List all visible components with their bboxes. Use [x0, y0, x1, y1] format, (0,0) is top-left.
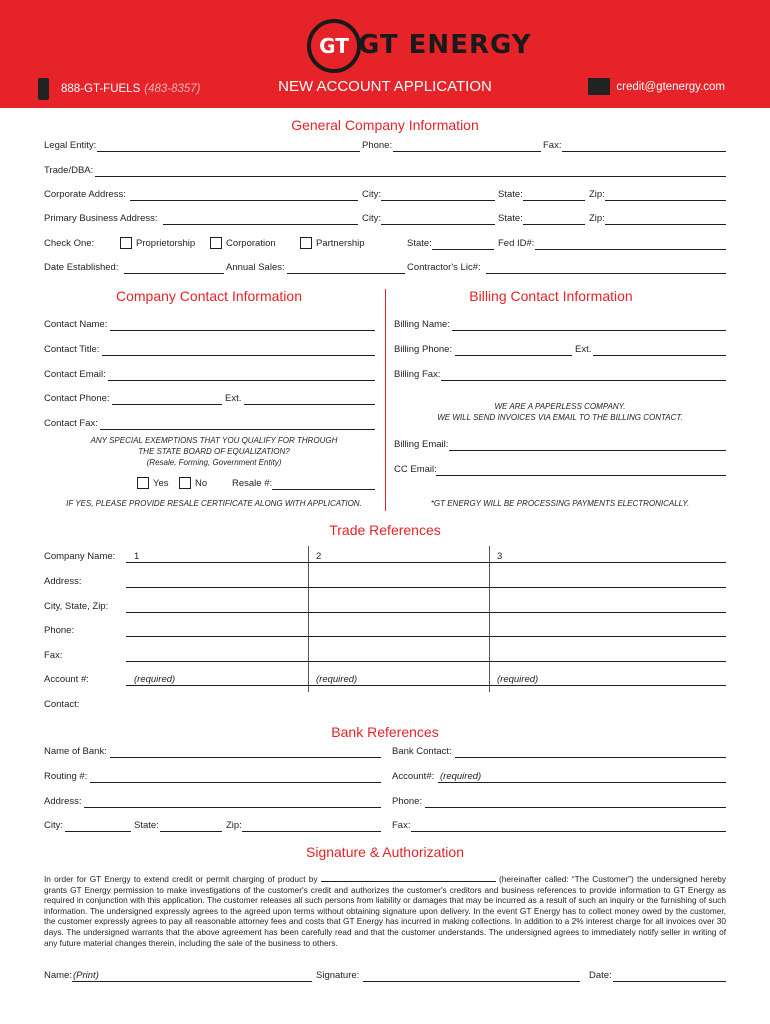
bank-address-field[interactable] [84, 807, 381, 808]
fax-label: Fax: [543, 140, 562, 151]
contact-phone-field[interactable] [112, 404, 222, 405]
header-email[interactable] [588, 78, 725, 95]
contact-fax-label: Contact Fax: [44, 418, 98, 429]
contact-divider [385, 289, 386, 511]
bank-fax-label: Fax: [392, 820, 411, 831]
trade-city-field[interactable] [126, 612, 726, 613]
contractor-lic-label: Contractor's Lic#: [407, 262, 481, 273]
billing-email-field[interactable] [449, 450, 726, 451]
authorization-paragraph: In order for GT Energy to extend credit or permit charging of product by (hereinafter called: “The Customer”) the undersigned hereby grants GT Energy permission to make investigations of the customer's credit and authorizes the customer's creditors and business references to provide information to GT Energy as required in conjunction with this application. The customer releases all such persons from liability or damages that may be incurred as a result of such an inquiry or the furnishing of such information. The undersigned expressly agrees to the agreed upon terms without obtaining signature upon delivery. In the event GT Energy has to collect money owed by the customer, the customer expressly agrees to pay all reasonable attorney fees and costs that GT Energy has incurred in making collections. In addition to a 2% interest charge for all invoices over 30 days. The undersigned warrants that the above agreement has been carefully read and that the customer understands. The undersigned agrees to immediately notify seller in writing of any future material changes therein, including the sale of the business to others. [44, 874, 726, 948]
header-banner [0, 0, 770, 108]
contact-title-field[interactable] [102, 355, 375, 356]
primary-zip-label: Zip: [589, 213, 605, 224]
billing-fax-label: Billing Fax: [394, 369, 441, 380]
section-title-company-contact: Company Contact Information [116, 288, 302, 304]
contact-email-field[interactable] [108, 380, 375, 381]
corp-address-label: Corporate Address: [44, 189, 126, 200]
trade-address-field[interactable] [126, 587, 726, 588]
sign-name-label: Name: [44, 970, 72, 981]
check-one-label: Check One: [44, 238, 95, 249]
contact-ext-label: Ext. [225, 393, 242, 404]
contact-title-label: Contact Title: [44, 344, 100, 355]
fed-id-field[interactable] [535, 249, 726, 250]
date-established-label: Date Established: [44, 262, 119, 273]
signature-label: Signature: [316, 970, 360, 981]
trade-col-2: 2 [316, 551, 322, 562]
primary-address-field[interactable] [163, 224, 358, 225]
partnership-checkbox[interactable] [300, 237, 312, 249]
trade-dba-field[interactable] [95, 176, 726, 177]
signature-field[interactable] [363, 981, 580, 982]
section-title-general: General Company Information [291, 117, 479, 133]
trade-phone-label: Phone: [44, 625, 75, 636]
bank-account-required: (required) [440, 771, 482, 782]
sign-date-field[interactable] [613, 981, 726, 982]
billing-email-label: Billing Email: [394, 439, 449, 450]
fed-state-label: State: [407, 238, 432, 249]
bank-zip-label: Zip: [226, 820, 242, 831]
trade-required-3: (required) [497, 674, 539, 685]
yes-checkbox[interactable] [137, 477, 149, 489]
exemptions-note: ANY SPECIAL EXEMPTIONS THAT YOU QUALIFY FOR THROUGH THE STATE BOARD OF EQUALIZATION? (Resale, Forming, Government Entity) [90, 436, 338, 467]
bank-name-field[interactable] [110, 757, 381, 758]
routing-field[interactable] [90, 782, 381, 783]
yes-label: Yes [153, 478, 169, 489]
bank-contact-field[interactable] [455, 757, 726, 758]
sign-date-label: Date: [589, 970, 612, 981]
trade-col-3: 3 [497, 551, 503, 562]
corporation-checkbox[interactable] [210, 237, 222, 249]
date-established-field[interactable] [124, 273, 224, 274]
billing-ext-field[interactable] [593, 355, 726, 356]
trade-account-label: Account #: [44, 674, 89, 685]
corporation-label: Corporation [226, 238, 276, 249]
brand-name: GT ENERGY [358, 30, 532, 60]
bank-fax-field[interactable] [411, 831, 726, 832]
trade-col-1: 1 [134, 551, 140, 562]
bank-name-label: Name of Bank: [44, 746, 107, 757]
bank-account-field[interactable] [438, 782, 726, 783]
bank-contact-label: Bank Contact: [392, 746, 452, 757]
no-checkbox[interactable] [179, 477, 191, 489]
primary-state-field[interactable] [523, 224, 585, 225]
trade-divider-1 [308, 546, 309, 692]
billing-name-label: Billing Name: [394, 319, 450, 330]
bank-state-label: State: [134, 820, 159, 831]
cc-email-label: CC Email: [394, 464, 437, 475]
corp-city-label: City: [362, 189, 381, 200]
legal-entity-field[interactable] [97, 151, 360, 152]
customer-name-field[interactable] [321, 874, 496, 882]
contact-email-label: Contact Email: [44, 369, 106, 380]
trade-company-field[interactable] [126, 562, 726, 563]
payment-note: *GT ENERGY WILL BE PROCESSING PAYMENTS ELECTRONICALLY. [430, 499, 690, 508]
resale-label: Resale #: [232, 478, 273, 489]
section-title-trade: Trade References [329, 522, 441, 538]
proprietorship-checkbox[interactable] [120, 237, 132, 249]
corp-zip-field[interactable] [605, 200, 726, 201]
fed-id-label: Fed ID#: [498, 238, 535, 249]
contact-name-field[interactable] [110, 330, 375, 331]
corp-state-label: State: [498, 189, 523, 200]
bank-phone-field[interactable] [425, 807, 726, 808]
form-title: NEW ACCOUNT APPLICATION [278, 78, 492, 95]
trade-required-2: (required) [316, 674, 358, 685]
trade-city-label: City, State, Zip: [44, 601, 109, 612]
trade-address-label: Address: [44, 576, 82, 587]
primary-address-label: Primary Business Address: [44, 213, 158, 224]
billing-phone-field[interactable] [455, 355, 572, 356]
fax-field[interactable] [562, 151, 726, 152]
cc-email-field[interactable] [436, 475, 726, 476]
trade-divider-2 [489, 546, 490, 692]
trade-dba-label: Trade/DBA: [44, 165, 94, 176]
resale-note: IF YES, PLEASE PROVIDE RESALE CERTIFICATE ALONG WITH APPLICATION. [66, 499, 362, 508]
phone-number: 888-GT-FUELS [61, 83, 141, 95]
billing-name-field[interactable] [452, 330, 726, 331]
envelope-icon [588, 78, 610, 95]
trade-phone-field[interactable] [126, 636, 726, 637]
trade-account-field[interactable] [126, 685, 726, 686]
routing-label: Routing #: [44, 771, 88, 782]
annual-sales-field[interactable] [287, 273, 405, 274]
bank-city-label: City: [44, 820, 63, 831]
corp-zip-label: Zip: [589, 189, 605, 200]
legal-entity-label: Legal Entity: [44, 140, 97, 151]
section-title-signature: Signature & Authorization [306, 844, 464, 860]
phone-field[interactable] [393, 151, 541, 152]
contractor-lic-field[interactable] [486, 273, 726, 274]
paperless-note: WE ARE A PAPERLESS COMPANY. WE WILL SEND INVOICES VIA EMAIL TO THE BILLING CONTACT. [437, 402, 683, 422]
primary-city-label: City: [362, 213, 381, 224]
bank-state-field[interactable] [160, 831, 222, 832]
bank-account-label: Account#: [392, 771, 435, 782]
email-address: credit@gtenergy.com [616, 80, 725, 93]
proprietorship-label: Proprietorship [136, 238, 196, 249]
no-label: No [195, 478, 208, 489]
billing-phone-label: Billing Phone: [394, 344, 453, 355]
billing-ext-label: Ext. [575, 344, 592, 355]
svg-text:GT: GT [319, 34, 349, 58]
phone-alt: (483-8357) [144, 83, 201, 95]
bank-address-label: Address: [44, 796, 82, 807]
corp-city-field[interactable] [381, 200, 495, 201]
section-title-bank: Bank References [331, 724, 439, 740]
sign-print-hint: (Print) [73, 970, 99, 981]
primary-city-field[interactable] [381, 224, 495, 225]
trade-fax-field[interactable] [126, 661, 726, 662]
billing-fax-field[interactable] [441, 380, 726, 381]
primary-zip-field[interactable] [605, 224, 726, 225]
resale-field[interactable] [272, 489, 375, 490]
phone-label: Phone: [362, 140, 393, 151]
trade-company-label: Company Name: [44, 551, 116, 562]
bank-zip-field[interactable] [242, 831, 381, 832]
section-title-billing-contact: Billing Contact Information [469, 288, 633, 304]
trade-fax-label: Fax: [44, 650, 63, 661]
contact-name-label: Contact Name: [44, 319, 108, 330]
partnership-label: Partnership [316, 238, 365, 249]
corp-state-field[interactable] [523, 200, 585, 201]
sign-name-field[interactable] [72, 981, 312, 982]
trade-required-1: (required) [134, 674, 176, 685]
primary-state-label: State: [498, 213, 523, 224]
bank-city-field[interactable] [65, 831, 131, 832]
contact-phone-label: Contact Phone: [44, 393, 110, 404]
trade-contact-label: Contact: [44, 699, 80, 710]
annual-sales-label: Annual Sales: [226, 262, 285, 273]
contact-fax-field[interactable] [100, 429, 375, 430]
bank-phone-label: Phone: [392, 796, 423, 807]
corp-address-field[interactable] [130, 200, 358, 201]
fed-state-field[interactable] [432, 249, 494, 250]
contact-ext-field[interactable] [244, 404, 375, 405]
